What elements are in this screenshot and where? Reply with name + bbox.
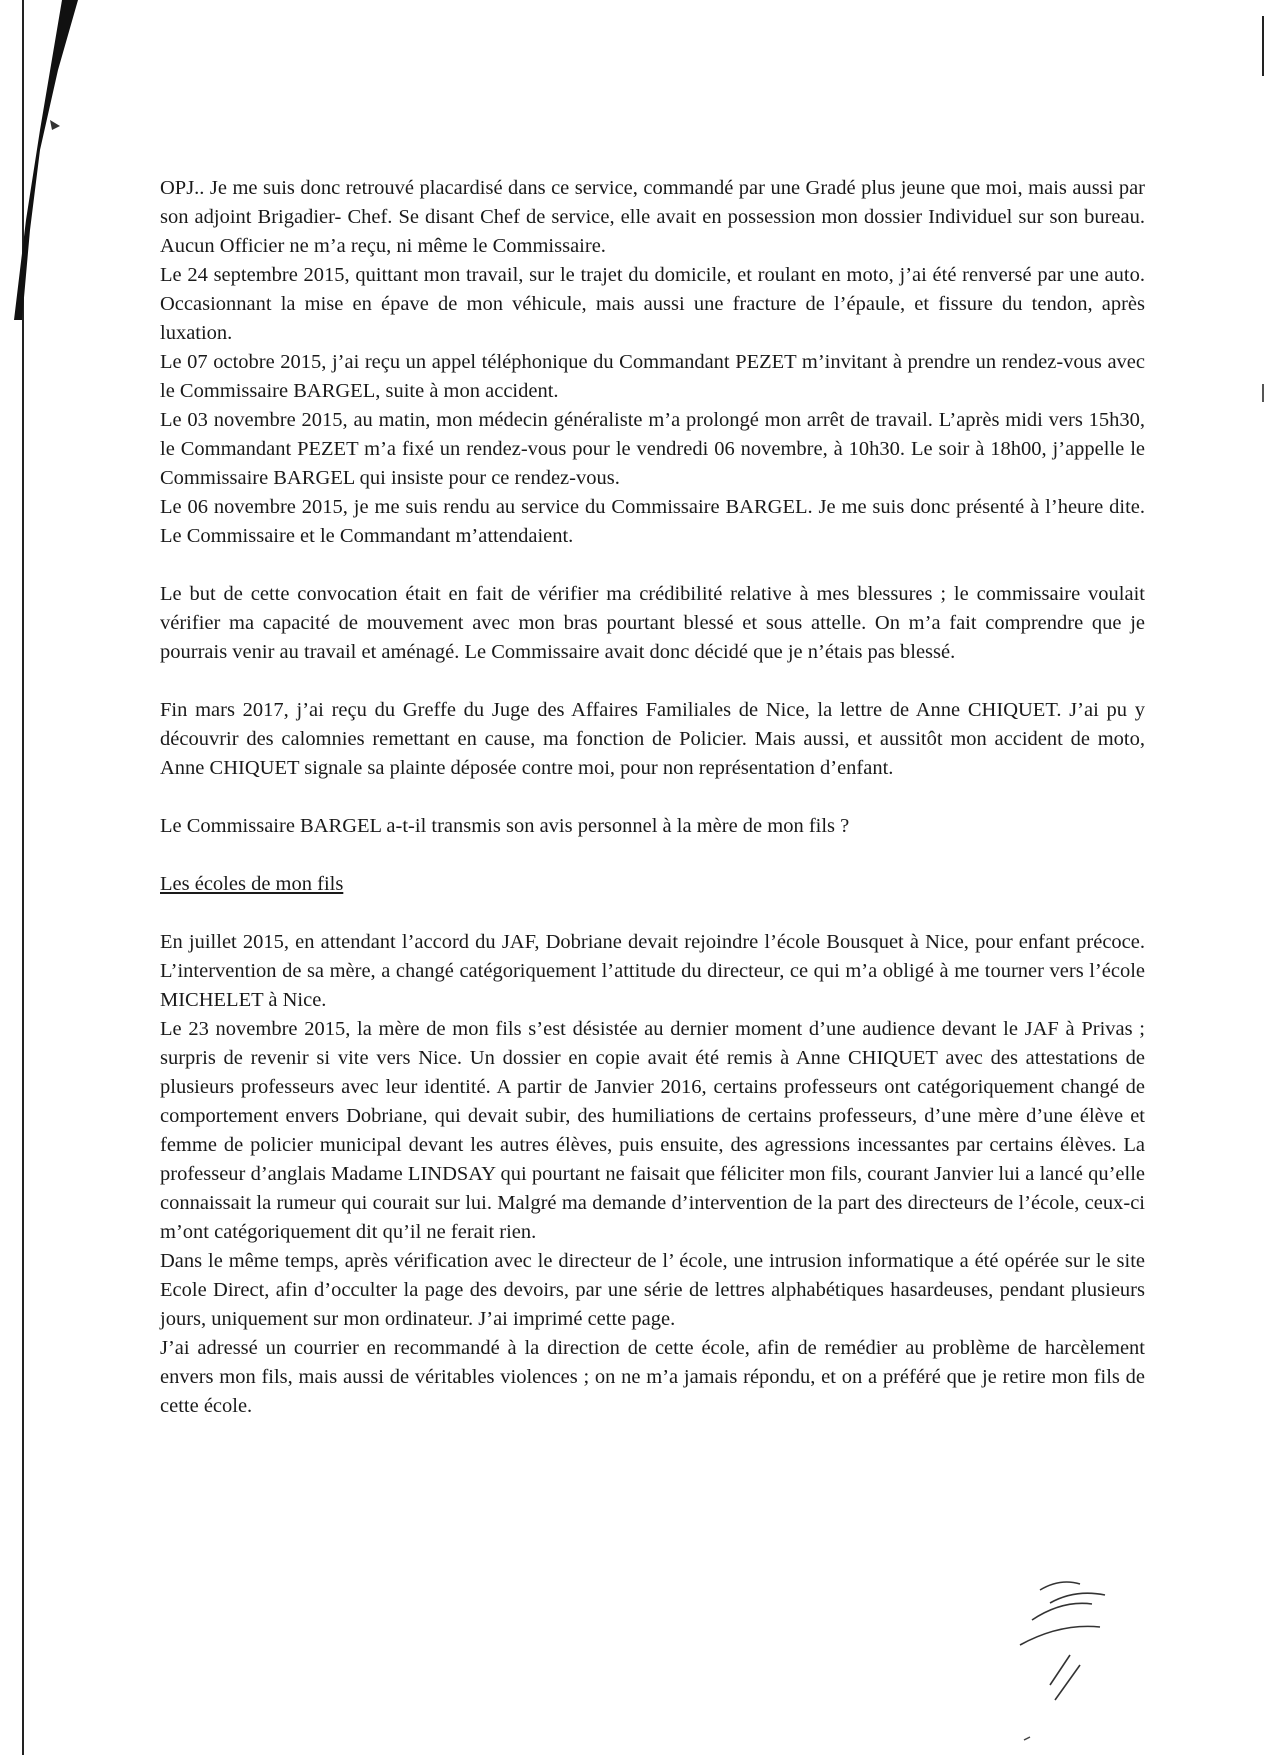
letter-body xyxy=(160,174,1145,1421)
paragraph-lettre-chiquet: Fin mars 2017, j’ai reçu du Greffe du Juge des Affaires Familiales de Nice, la lettre de Anne CHIQUET. J’ai pu y découvrir des calomnies remettant en cause, ma fonction de Policier. Mais aussi, et aussitôt mon accident de moto, Anne CHIQUET signale sa plainte déposée contre moi, pour non représentation d’enfant. xyxy=(160,699,1145,779)
paragraph-gap xyxy=(160,841,1145,870)
paragraph-convocation: Le but de cette convocation était en fait de vérifier ma crédibilité relative à mes blessures ; le commissaire voulait vérifier ma capacité de mouvement avec mon bras pourtant blessé et sous attelle. On m’a fait comprendre que je pourrais venir au travail et aménagé. Le Commissaire avait donc décidé que je n’étais pas blessé. xyxy=(160,583,1145,663)
paragraph-juillet-2015: En juillet 2015, en attendant l’accord du JAF, Dobriane devait rejoindre l’école Bousquet à Nice, pour enfant précoce. L’intervention de sa mère, a changé catégoriquement l’attitude du directeur, ce qui m’a obligé à me tourner vers l’école MICHELET à Nice. xyxy=(160,931,1145,1011)
paragraph-intrusion: Dans le même temps, après vérification avec le directeur de l’ école, une intrusion informatique a été opérée sur le site Ecole Direct, afin d’occulter la page des devoirs, par une série de lettres alphabétiques hasardeuses, pendant plusieurs jours, uniquement sur mon ordinateur. J’ai imprimé cette page. xyxy=(160,1250,1145,1330)
scan-shadow-mark xyxy=(0,0,80,320)
paragraph-gap xyxy=(160,899,1145,928)
paragraph-appel-pezet: Le 07 octobre 2015, j’ai reçu un appel téléphonique du Commandant PEZET m’invitant à prendre un rendez-vous avec le Commissaire BARGEL, suite à mon accident. xyxy=(160,351,1145,402)
paragraph-opj: OPJ.. Je me suis donc retrouvé placardisé dans ce service, commandé par une Gradé plus jeune que moi, mais aussi par son adjoint Brigadier- Chef. Se disant Chef de service, elle avait en possession mon dossier Individuel sur son bureau. Aucun Officier ne m’a reçu, ni même le Commissaire. xyxy=(160,177,1145,257)
paragraph-rendez-vous: Le 06 novembre 2015, je me suis rendu au service du Commissaire BARGEL. Je me suis donc présenté à l’heure dite. Le Commissaire et le Commandant m’attendaient. xyxy=(160,496,1145,547)
paragraph-gap xyxy=(160,783,1145,812)
paragraph-novembre-2015: Le 23 novembre 2015, la mère de mon fils s’est désistée au dernier moment d’une audience devant le JAF à Privas ; surpris de revenir si vite vers Nice. Un dossier en copie avait été remis à Anne CHIQUET avec des attestations de plusieurs professeurs avec leur identité. A partir de Janvier 2016, certains professeurs ont catégoriquement changé de comportement envers Dobriane, qui devait subir, des humiliations de certains professeurs, d’une mère d’une élève et femme de policier municipal devant les autres élèves, puis ensuite, des agressions incessantes par certains élèves. La professeur d’anglais Madame LINDSAY qui pourtant ne faisait que féliciter mon fils, courant Janvier lui a lancé qu’elle connaissait la rumeur qui courait sur lui. Malgré ma demande d’intervention de la part des directeurs de l’école, ceux-ci m’ont catégoriquement dit qu’il ne ferait rien. xyxy=(160,1018,1145,1243)
scan-right-tick xyxy=(1262,384,1264,402)
handwritten-signature xyxy=(1010,1565,1130,1745)
paragraph-gap xyxy=(160,667,1145,696)
paragraph-courrier: J’ai adressé un courrier en recommandé à la direction de cette école, afin de remédier au problème de harcèlement envers mon fils, mais aussi de véritables violences ; on ne m’a jamais répondu, et on a préféré que je retire mon fils de cette école. xyxy=(160,1337,1145,1417)
paragraph-question: Le Commissaire BARGEL a-t-il transmis son avis personnel à la mère de mon fils ? xyxy=(160,815,850,837)
scan-right-mark xyxy=(1262,16,1264,76)
paragraph-accident: Le 24 septembre 2015, quittant mon travail, sur le trajet du domicile, et roulant en moto, j’ai été renversé par une auto. Occasionnant la mise en épave de mon véhicule, mais aussi une fracture de l’épaule, et fissure du tendon, après luxation. xyxy=(160,264,1145,344)
paragraph-gap xyxy=(160,551,1145,580)
section-heading-ecoles: Les écoles de mon fils xyxy=(160,873,344,895)
paragraph-arret-travail: Le 03 novembre 2015, au matin, mon médecin généraliste m’a prolongé mon arrêt de travail. L’après midi vers 15h30, le Commandant PEZET m’a fixé un rendez-vous pour le vendredi 06 novembre, à 10h30. Le soir à 18h00, j’appelle le Commissaire BARGEL qui insiste pour ce rendez-vous. xyxy=(160,409,1145,489)
